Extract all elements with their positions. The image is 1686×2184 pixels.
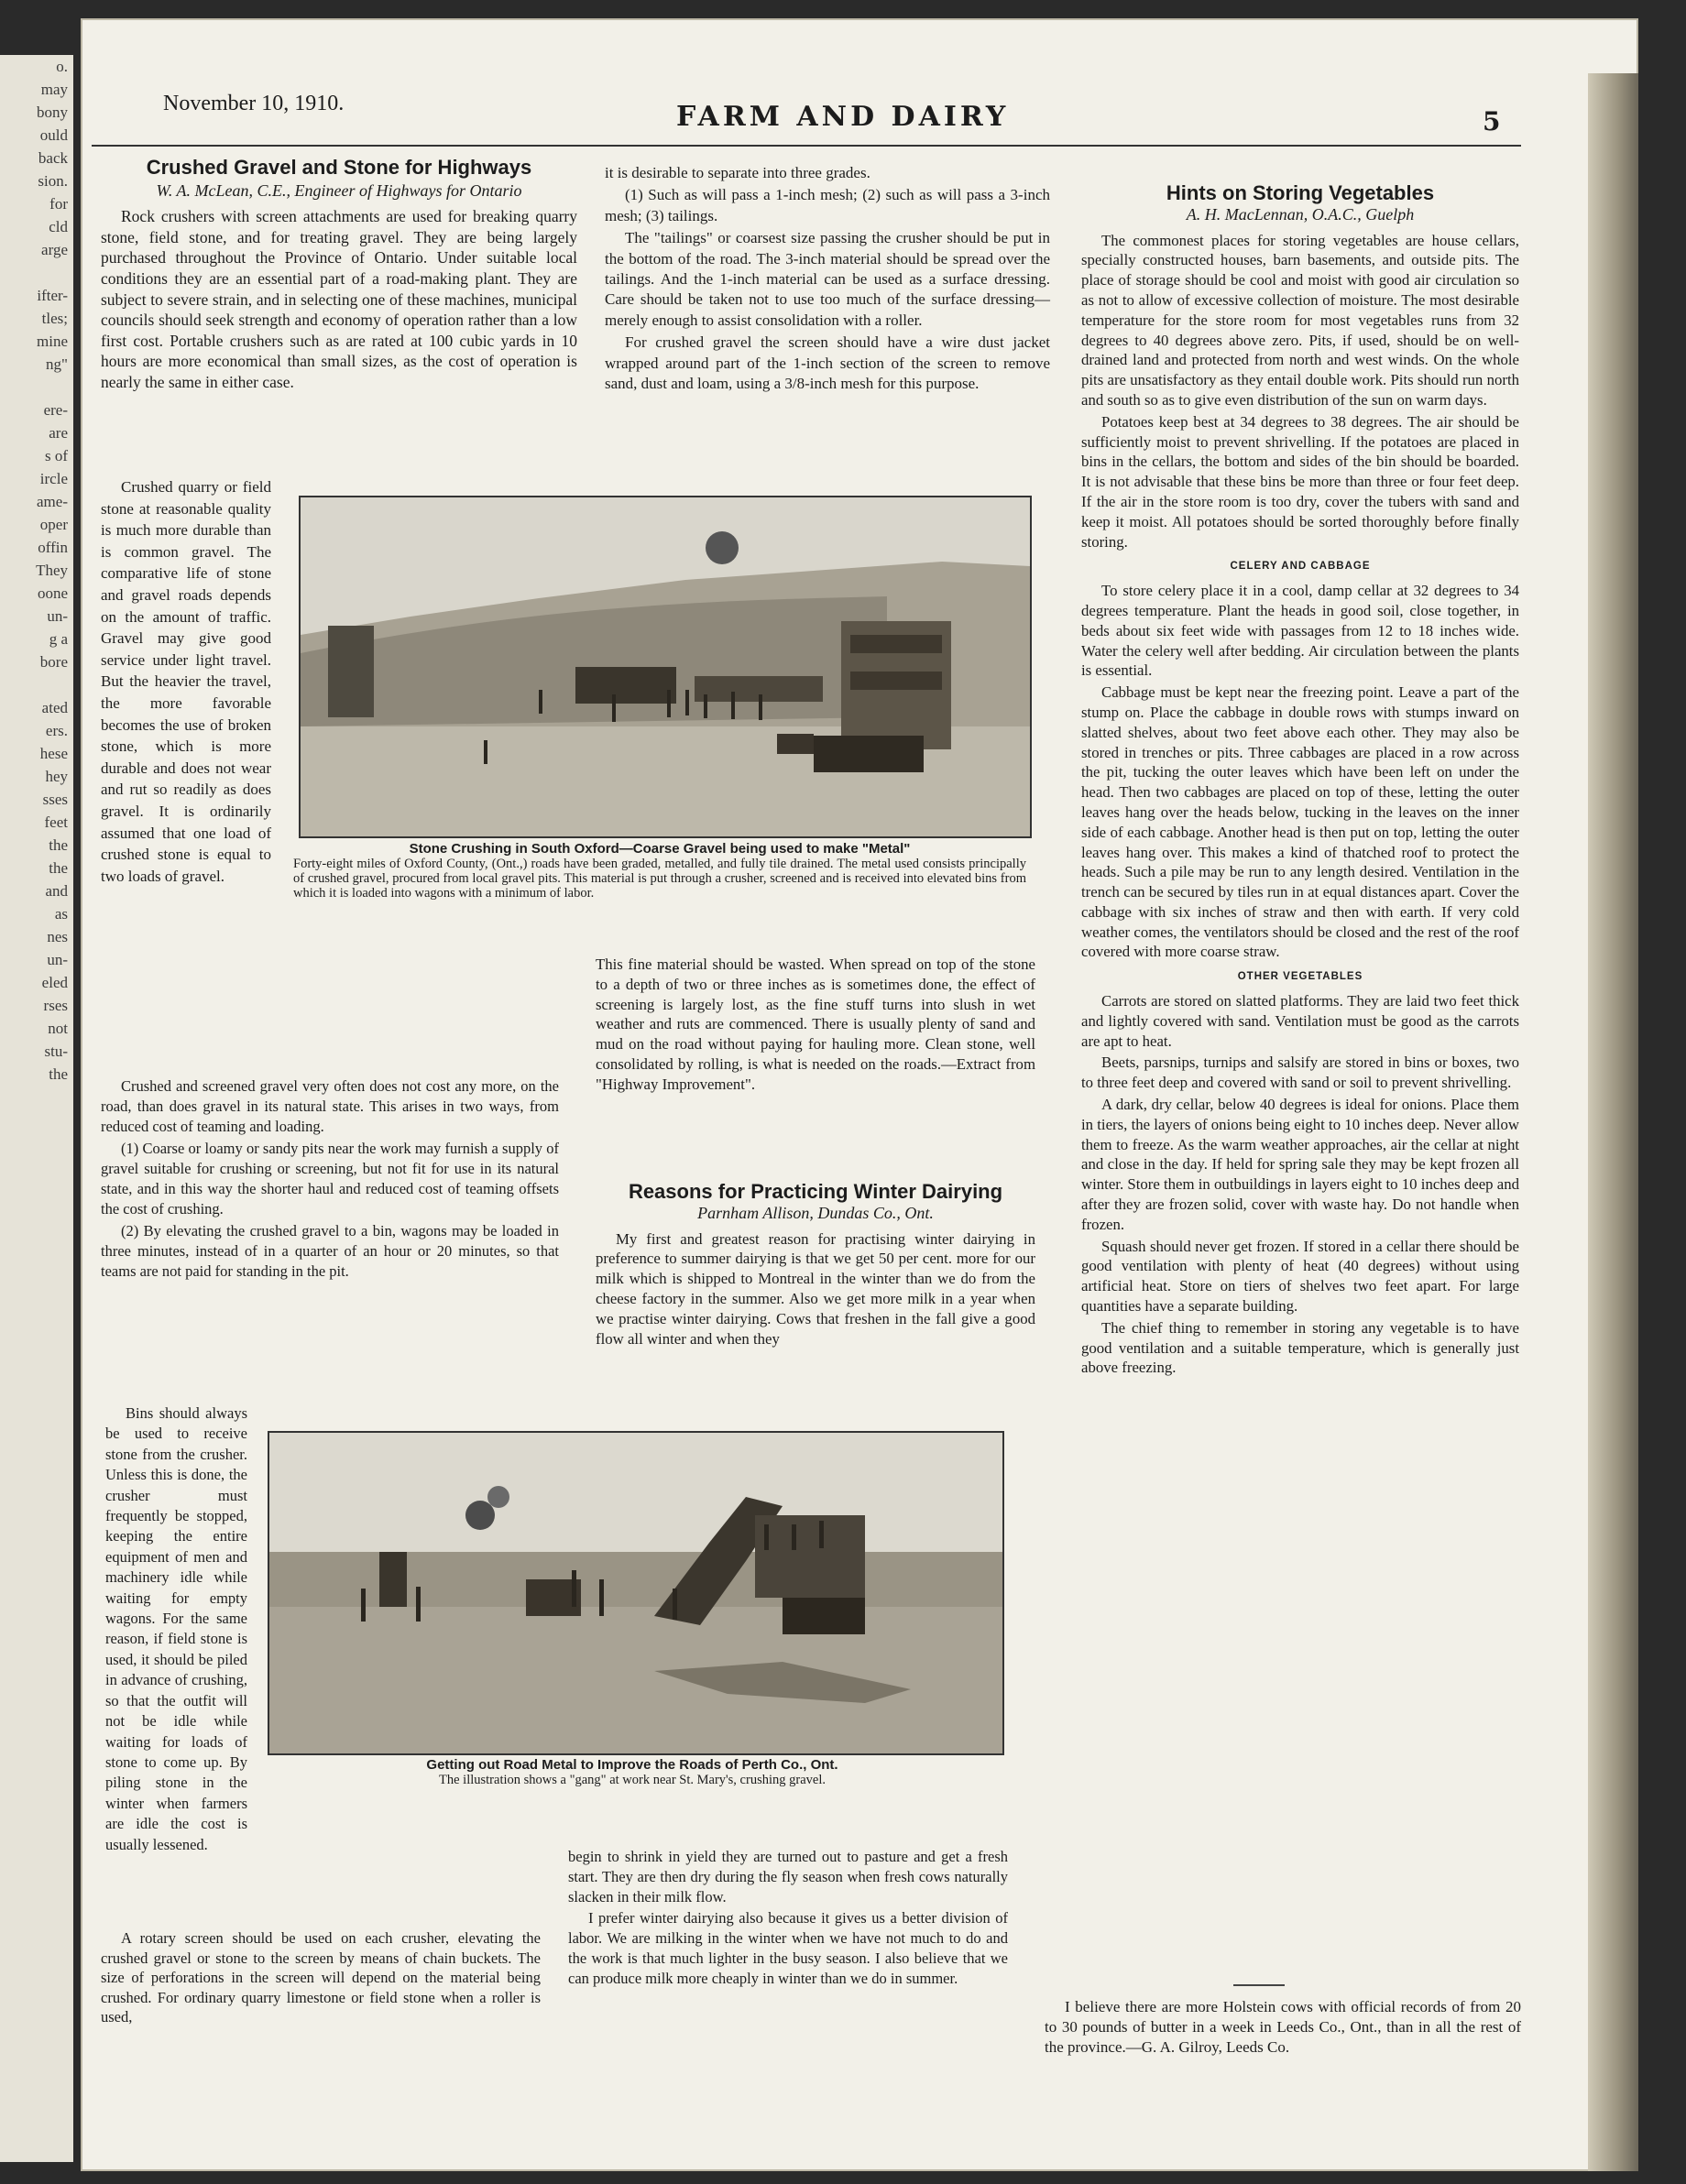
article-byline: A. H. MacLennan, O.A.C., Guelph <box>1186 204 1415 224</box>
paragraph: (1) Such as will pass a 1-inch mesh; (2) such as will pass a 3-inch mesh; (3) tailings. <box>605 186 1050 224</box>
photo1-caption-text: Forty-eight miles of Oxford County, (Ont.,) roads have been graded, metalled, and fully tile drained. The metal used consists principally of crushed gravel, procured from local gravel pits. This material is put through a crusher, screened and is received into elevated bins from which it is loaded into wagons with a minimum of labor. <box>293 857 1026 901</box>
page-number: 5 <box>1483 106 1501 136</box>
prev-page-fragment: ould <box>39 126 68 144</box>
subheading: OTHER VEGETABLES <box>1237 971 1363 983</box>
article-byline: W. A. McLean, C.E., Engineer of Highways for Ontario <box>156 180 522 200</box>
filler-holstein-note <box>1045 1997 1521 2059</box>
paragraph: Crushed quarry or field stone at reasonable quality is much more durable than is common gravel. The comparative life of stone and gravel roads depends on the amount of traffic. Gravel may give good service under light travel. But the heavier the travel, the more favorable becomes the use of broken stone, which is more durable and does not wear and rut so readily as does gravel. It is ordinarily assumed that one load of crushed stone is equal to two loads of gravel. <box>101 478 271 885</box>
article-crushed-gravel-bins <box>105 1403 247 1857</box>
prev-page-fragment: are <box>49 424 68 442</box>
prev-page-fragment: bore <box>39 653 68 671</box>
prev-page-fragment: mine <box>37 333 68 350</box>
article-crushed-gravel-col1 <box>101 158 577 395</box>
paragraph: Cabbage must be kept near the freezing point. Leave a part of the stump on. Place the cabbage in double rows with stumps inward on slatted shelves, about two feet above each other. They may also be stored in trenches or pits. Three cabbages are placed in a row across the pit, tucking the outer leaves which have been left on under the head. Then two cabbages are placed on top of these, letting the outer leaves hang over the heads below, tucking in the leaves on the inner side of each cabbage. Another head is then put on top, letting the outer leaves hang over. This makes a kind of thatched roof to protect the heads. Such a pile may be run to any length desired. Ventilation in the trench can be secured by tiles run in at equal distances apart. Cover the cabbage with six inches of straw and then with earth. If very cold weather comes, the ventilators should be closed and the rest of the roof covered with more coarse straw. <box>1081 683 1519 961</box>
article-winter-dairying-end <box>568 1847 1008 1991</box>
prev-page-fragment: offin <box>38 539 68 556</box>
prev-page-fragment: sion. <box>38 172 68 190</box>
prev-page-fragment: not <box>48 1020 68 1037</box>
stone-crushing-photo-image <box>301 497 1030 836</box>
photo2-caption-title: Getting out Road Metal to Improve the Roads of Perth Co., Ont. <box>426 1757 838 1773</box>
page-binding-edge <box>1588 73 1638 2171</box>
prev-page-fragment: stu- <box>44 1043 68 1060</box>
paragraph: A dark, dry cellar, below 40 degrees is ideal for onions. Place them in tiers, the layers of onions being eight to 10 inches deep. Never allow them to freeze. As the warm weather approaches, air the cellar at night and close in the day. If held for spring sale they may be kept frozen all winter. Store them in outbuildings in layers eight to 10 inches deep and after they are frozen solid, cover with waste hay. Do not handle when frozen. <box>1081 1096 1519 1233</box>
article-crushed-gravel-lower <box>101 1076 559 1283</box>
prev-page-fragment: un- <box>47 607 68 625</box>
paragraph: For crushed gravel the screen should have a wire dust jacket wrapped around part of the 1-inch section of the screen to remove sand, dust and loam, using a 3/8-inch mesh for this purpose. <box>605 333 1050 393</box>
photo-stone-crushing-south-oxford <box>299 496 1032 838</box>
paragraph: To store celery place it in a cool, damp cellar at 32 degrees to 34 degrees temperature. Plant the heads in good soil, close together, in beds about six feet wide with passages from 12 to 18 inches wide. Water the celery well after bedding. Air circulation between the plants is essential. <box>1081 582 1519 680</box>
paragraph: Carrots are stored on slatted platforms. They are laid two feet thick and lightly covered with sand. Ventilation must be good as the carrots are apt to heat. <box>1081 992 1519 1050</box>
road-metal-photo-image <box>269 1433 1002 1753</box>
paragraph: Squash should never get frozen. If stored in a cellar there should be good ventilation with plenty of heat (40 degrees) without using artificial heat. Store on tiers of shelves two feet apart. For large quantities have a separate building. <box>1081 1237 1519 1316</box>
prev-page-fragment: back <box>38 149 68 167</box>
paragraph: it is desirable to separate into three grades. <box>605 164 870 181</box>
prev-page-fragment <box>0 376 73 399</box>
prev-page-fragment: eled <box>41 974 68 991</box>
previous-page-edge <box>0 55 73 2162</box>
issue-date: November 10, 1910. <box>163 92 345 115</box>
section-separator <box>1233 1984 1285 1986</box>
prev-page-fragment: hese <box>39 745 68 762</box>
paragraph: Rock crushers with screen attachments are used for breaking quarry stone, field stone, and for treating gravel. They are being largely purchased throughout the Province of Ontario. Under suitable local conditions they are an essential part of a road-making plant. They are subject to severe strain, and in selecting one of these machines, municipal councils should seek strength and economy of operation rather than a low first cost. Portable crushers such as are rated at 100 cubic yards in 10 hours are more economical than small sizes, as the cost of operation is nearly the same in either case. <box>101 207 577 391</box>
article-byline: Parnham Allison, Dundas Co., Ont. <box>697 1203 934 1222</box>
paragraph: The commonest places for storing vegetables are house cellars, specially constructed houses, barn basements, and outside pits. The place of storage should be cool and moist with good air circulation so as not to allow of excessive collection of moisture. The most desirable temperature for the store room for most vegetables runs from 32 degrees to 40 degrees above zero. Pits, if used, should be on well-drained land and protected from north and west winds. On the whole pits are unsatisfactory as they entail double work. Pits should run north and south so as to give even distribution of the sun on warm days. <box>1081 231 1519 409</box>
paragraph: A rotary screen should be used on each crusher, elevating the crushed gravel or stone to the screen by means of chain buckets. The size of perforations in the screen will depend on the material being crushed. For ordinary quarry limestone or field stone when a roller is used, <box>101 1929 541 2026</box>
prev-page-fragment: the <box>49 836 68 854</box>
article-crushed-gravel-col2 <box>605 163 1050 396</box>
article-winter-dairying <box>596 1182 1035 1350</box>
prev-page-fragment: hey <box>45 768 68 785</box>
paragraph: This fine material should be wasted. When spread on top of the stone to a depth of two or three inches as is sometimes done, the effect of screening is largely lost, as the fine stuff turns into slush in wet weather and ruts are commenced. There is usually plenty of sand and mud on the road without paying for hauling more. Clean stone, well consolidated by rolling, is what is needed on the roads.—Extract from "Highway Improvement". <box>596 956 1035 1093</box>
prev-page-fragment: g a <box>49 630 68 648</box>
prev-page-fragment: arge <box>41 241 68 258</box>
prev-page-fragment: sses <box>42 791 68 808</box>
paragraph: I believe there are more Holstein cows with official records of from 20 to 30 pounds of butter in a week in Leeds Co., Ont., than in all the rest of the province.—G. A. Gilroy, Leeds Co. <box>1045 1998 1521 2056</box>
photo2-caption <box>266 1757 999 1787</box>
prev-page-fragment: nes <box>47 928 68 945</box>
paragraph: My first and greatest reason for practising winter dairying in preference to summer dairying is that we get 50 per cent. more for our milk which is shipped to Montreal in the winter than we do from the cheese factory in the summer. Also we get more milk in a year when we practise winter dairying. Cows that freshen in the fall give a good flow all winter and when they <box>596 1229 1035 1348</box>
paragraph: The "tailings" or coarsest size passing the crusher should be put in the bottom of the road. The 3-inch material should be spread over the tailings. And the 1-inch material can be used as a surface dressing. Care should be taken not to use too much of the surface dressing—merely enough to assist consolidation with a roller. <box>605 229 1050 329</box>
photo1-caption-title: Stone Crushing in South Oxford—Coarse Gravel being used to make "Metal" <box>409 841 911 857</box>
paragraph: begin to shrink in yield they are turned out to pasture and get a fresh start. They are then dry during the fly season when fresh cows naturally slacken in their milk flow. <box>568 1848 1008 1906</box>
prev-page-fragment: ng" <box>46 355 68 373</box>
masthead: FARM AND DAIRY <box>676 101 1010 133</box>
paragraph: (2) By elevating the crushed gravel to a bin, wagons may be loaded in three minutes, instead of in a quarter of an hour or 20 minutes, so that teams are not paid for standing in the pit. <box>101 1222 559 1280</box>
prev-page-fragment: ircle <box>39 470 68 487</box>
prev-page-fragment <box>0 261 73 284</box>
prev-page-fragment: ere- <box>43 401 68 419</box>
paragraph: Beets, parsnips, turnips and salsify are stored in bins or boxes, two to three feet deep and covered with sand or soil to prevent shrivelling. <box>1081 1054 1519 1092</box>
photo1-caption <box>293 841 1026 901</box>
header-rule <box>92 145 1521 147</box>
prev-page-fragment: feet <box>44 814 68 831</box>
subheading: CELERY AND CABBAGE <box>1230 561 1371 573</box>
paragraph: Bins should always be used to receive stone from the crusher. Unless this is done, the crusher must frequently be stopped, keeping the entire equipment of men and machinery idle while waiting for empty wagons. For the same reason, if field stone is used, it should be piled in advance of crushing, so that the outfit will not be idle while waiting for loads of stone to come up. By piling stone in the winter when farmers are idle the cost is usually lessened. <box>105 1404 247 1853</box>
prev-page-fragment: cld <box>49 218 68 235</box>
prev-page-fragment: ers. <box>45 722 68 739</box>
paragraph: (1) Coarse or loamy or sandy pits near the work may furnish a supply of gravel suitable for crushing or screening, but not fit for use in its natural state, and in this way the shorter haul and reduced cost of teaming offsets the cost of crushing. <box>101 1140 559 1218</box>
article-crushed-gravel-narrow <box>101 476 271 889</box>
prev-page-fragment: oone <box>37 584 68 602</box>
prev-page-fragment: un- <box>47 951 68 968</box>
prev-page-fragment: as <box>54 905 68 923</box>
prev-page-fragment: ifter- <box>37 287 68 304</box>
prev-page-fragment: may <box>40 81 68 98</box>
paragraph: I prefer winter dairying also because it gives us a better division of labor. We are milking in the winter when we have not much to do and the work is that much lighter in the busy season. I also believe that we can produce milk more cheaply in winter than we do in summer. <box>568 1909 1008 1987</box>
prev-page-fragment: the <box>49 1065 68 1083</box>
prev-page-fragment: for <box>49 195 68 213</box>
prev-page-fragment: oper <box>39 516 68 533</box>
prev-page-fragment: bony <box>37 104 68 121</box>
paragraph: Crushed and screened gravel very often does not cost any more, on the road, than does gravel in its natural state. This arises in two ways, from reduced cost of teaming and loading. <box>101 1077 559 1135</box>
paragraph: The chief thing to remember in storing any vegetable is to have good ventilation and a suitable temperature, which is generally just above freezing. <box>1081 1318 1519 1377</box>
prev-page-fragment: the <box>49 859 68 877</box>
article-crushed-gravel-end <box>101 1928 541 2029</box>
article-crushed-gravel-col2-lower <box>596 955 1035 1097</box>
paragraph: Potatoes keep best at 34 degrees to 38 degrees. The air should be sufficiently moist to prevent shrivelling. If the potatoes are placed in bins in the cellars, the bottom and sides of the bin should be boarded. It is not advisable that these bins be more than three or four feet deep. If the air in the store room is too dry, cover the tubers with sand and keep it moist. All potatoes should be sorted thoroughly before finally storing. <box>1081 412 1519 551</box>
article-title: Hints on Storing Vegetables <box>1166 181 1435 204</box>
photo2-caption-text: The illustration shows a "gang" at work near St. Mary's, crushing gravel. <box>439 1773 826 1787</box>
prev-page-fragment: ame- <box>37 493 68 510</box>
article-title: Crushed Gravel and Stone for Highways <box>146 156 532 179</box>
photo-road-metal-perth <box>268 1431 1004 1755</box>
prev-page-fragment: They <box>36 562 68 579</box>
prev-page-fragment: o. <box>56 58 68 75</box>
article-storing-vegetables <box>1081 183 1519 1380</box>
prev-page-fragment: rses <box>43 997 68 1014</box>
prev-page-fragment: tles; <box>41 310 68 327</box>
article-title: Reasons for Practicing Winter Dairying <box>628 1180 1003 1203</box>
prev-page-fragment: and <box>45 882 68 900</box>
prev-page-fragment: ated <box>41 699 68 716</box>
prev-page-fragment: s of <box>44 447 68 464</box>
prev-page-fragment <box>0 673 73 696</box>
